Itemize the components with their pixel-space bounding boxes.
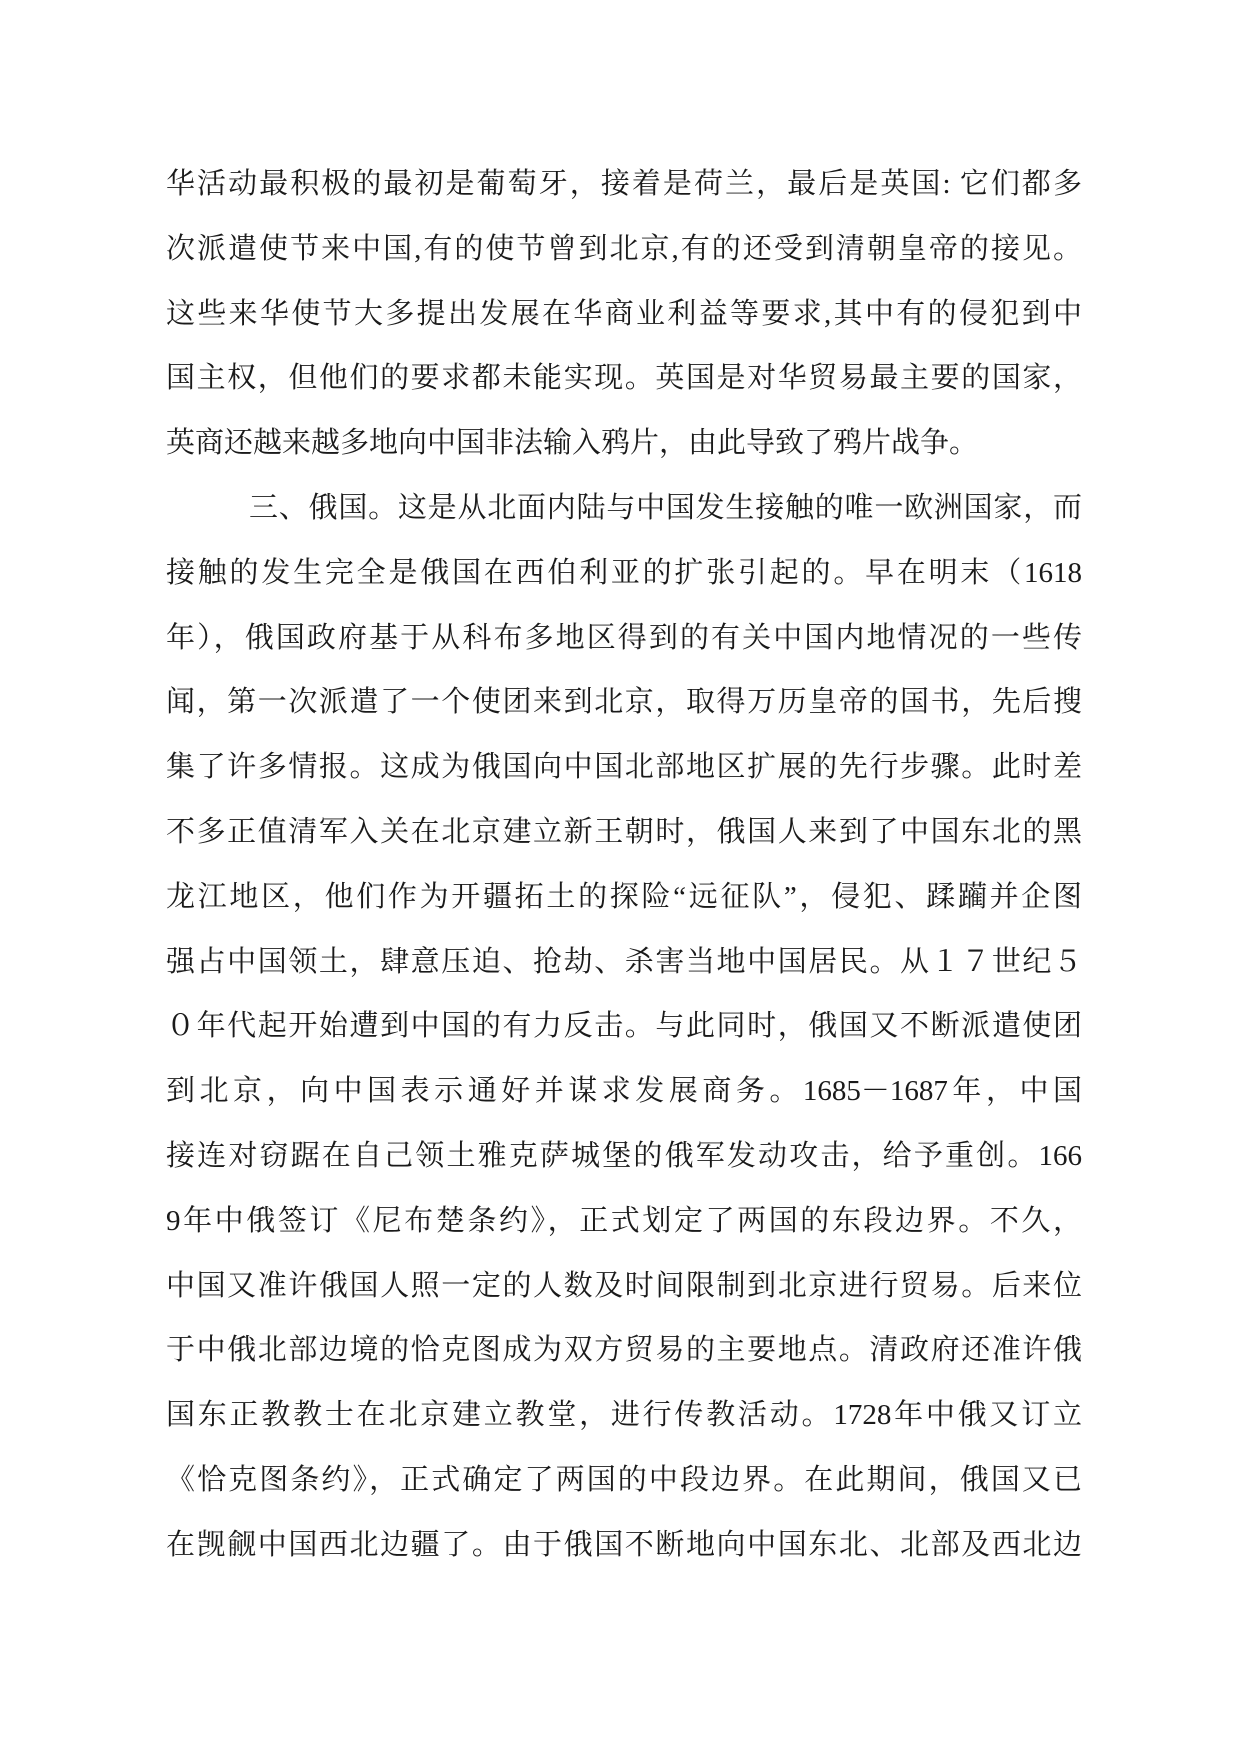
text-line: 次派遣使节来中国,有的使节曾到北京,有的还受到清朝皇帝的接见。 — [166, 232, 1082, 265]
text-line: 英商还越来越多地向中国非法输入鸦片，由此导致了鸦片战争。 — [166, 427, 979, 460]
text-line: 国主权，但他们的要求都未能实现。英国是对华贸易最主要的国家， — [166, 362, 1082, 395]
text-line: 这些来华使节大多提出发展在华商业利益等要求,其中有的侵犯到中 — [166, 297, 1082, 330]
text-line: 中国又准许俄国人照一定的人数及时间限制到北京进行贸易。后来位 — [166, 1269, 1082, 1302]
text-line: 华活动最积极的最初是葡萄牙，接着是荷兰，最后是英国: 它们都多 — [166, 168, 1082, 200]
text-line: 接触的发生完全是俄国在西伯利亚的扩张引起的。早在明末（1618 — [166, 556, 1082, 589]
text-line: 接连对窃踞在自己领土雅克萨城堡的俄军发动攻击，给予重创。166 — [166, 1139, 1082, 1172]
text-line: ０年代起开始遭到中国的有力反击。与此同时，俄国又不断派遣使团 — [166, 1010, 1082, 1043]
text-line: 龙江地区，他们作为开疆拓土的探险“远征队”，侵犯、蹂躏并企图 — [166, 880, 1082, 913]
text-line: 集了许多情报。这成为俄国向中国北部地区扩展的先行步骤。此时差 — [166, 751, 1082, 784]
text-line: 于中俄北部边境的恰克图成为双方贸易的主要地点。清政府还准许俄 — [166, 1334, 1082, 1367]
text-line: 闻，第一次派遣了一个使团来到北京，取得万历皇帝的国书，先后搜 — [166, 686, 1082, 719]
text-line: 三、俄国。这是从北面内陆与中国发生接触的唯一欧洲国家，而 — [249, 491, 1082, 524]
text-line: 国东正教教士在北京建立教堂，进行传教活动。1728年中俄又订立 — [166, 1399, 1082, 1432]
text-line: 9年中俄签订《尼布楚条约》，正式划定了两国的东段边界。不久， — [166, 1204, 1082, 1237]
text-line: 到北京，向中国表示通好并谋求发展商务。1685－1687年，中国 — [166, 1075, 1082, 1108]
paragraph-1 — [166, 152, 1082, 476]
text-line: 年），俄国政府基于从科布多地区得到的有关中国内地情况的一些传 — [166, 621, 1082, 654]
paragraph-2 — [166, 476, 1082, 1578]
text-line: 《恰克图条约》，正式确定了两国的中段边界。在此期间，俄国又已 — [166, 1463, 1082, 1496]
text-line: 强占中国领土，肆意压迫、抢劫、杀害当地中国居民。从１７世纪５ — [166, 945, 1082, 978]
text-line: 不多正值清军入关在北京建立新王朝时，俄国人来到了中国东北的黑 — [166, 815, 1082, 848]
text-line: 在觊觎中国西北边疆了。由于俄国不断地向中国东北、北部及西北边 — [166, 1528, 1082, 1561]
